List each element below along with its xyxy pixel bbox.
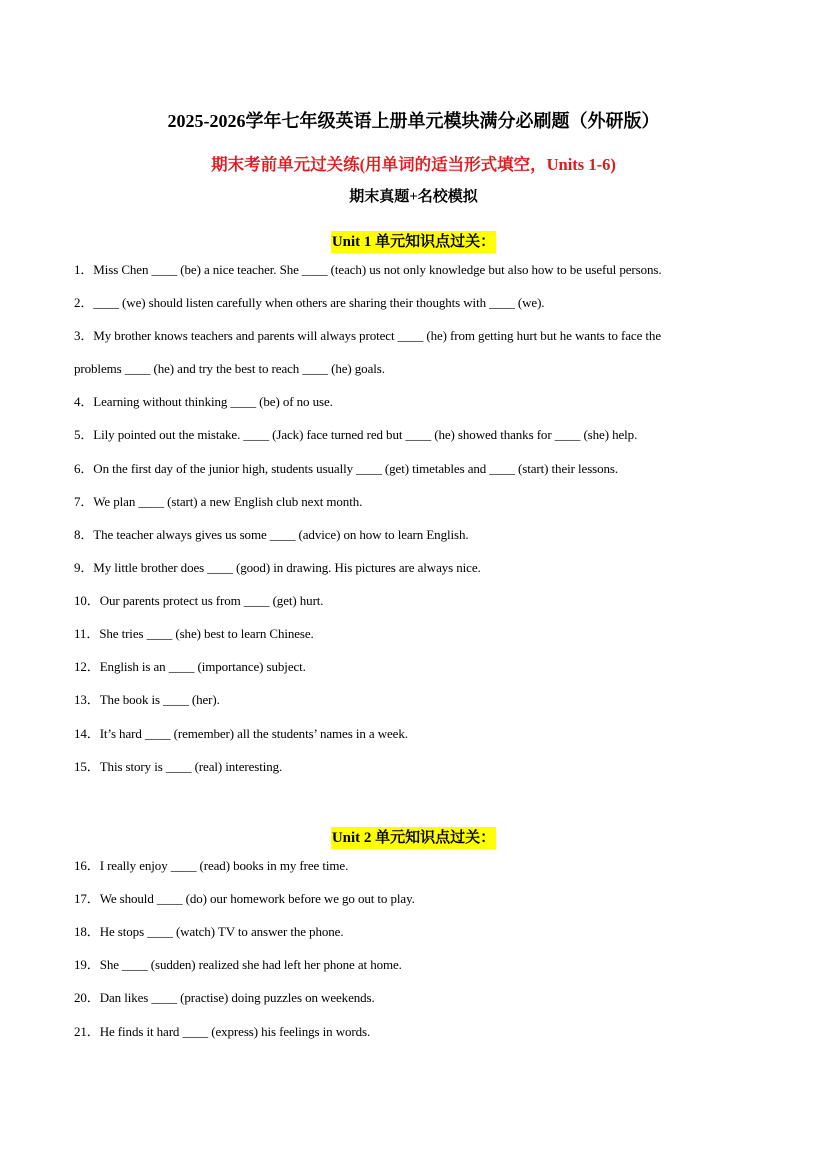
question-line: 20．Dan likes ____ (practise) doing puzzles on weekends.: [74, 990, 375, 1005]
question-line: 7．We plan ____ (start) a new English club next month.: [74, 494, 363, 509]
document-subtitle-secondary: 期末真题+名校模拟: [349, 189, 478, 205]
question-line: 18．He stops ____ (watch) TV to answer the phone.: [74, 924, 344, 939]
unit-2-heading-text: Unit 2 单元知识点过关：: [331, 827, 496, 849]
question-line: 13．The book is ____ (her).: [74, 692, 220, 707]
question-line-continuation: problems ____ (he) and try the best to reach ____ (he) goals.: [74, 361, 385, 376]
question-line: 1．Miss Chen ____ (be) a nice teacher. She ____ (teach) us not only knowledge but also how to be useful persons.: [74, 262, 662, 277]
question-line: 10．Our parents protect us from ____ (get) hurt.: [74, 593, 324, 608]
question-line: 17．We should ____ (do) our homework before we go out to play.: [74, 891, 415, 906]
unit-1-heading: [0, 231, 827, 253]
question-line: 16．I really enjoy ____ (read) books in my free time.: [74, 858, 349, 873]
question-line: 9．My little brother does ____ (good) in drawing. His pictures are always nice.: [74, 560, 481, 575]
document-subtitle: 期末考前单元过关练(用单词的适当形式填空，Units 1-6): [211, 155, 616, 174]
question-line: 19．She ____ (sudden) realized she had left her phone at home.: [74, 957, 402, 972]
unit-1-heading-text: Unit 1 单元知识点过关：: [331, 231, 496, 253]
unit-2-heading: [0, 827, 827, 849]
question-line: 3．My brother knows teachers and parents will always protect ____ (he) from getting hurt but he wants to face the: [74, 328, 661, 343]
question-line: 6．On the first day of the junior high, students usually ____ (get) timetables and ____ (start) their lessons.: [74, 461, 619, 476]
document-title: 2025-2026学年七年级英语上册单元模块满分必刷题（外研版）: [167, 111, 660, 131]
question-line: 15．This story is ____ (real) interesting.: [74, 759, 283, 774]
question-line: 5．Lily pointed out the mistake. ____ (Jack) face turned red but ____ (he) showed thanks for ____ (she) help.: [74, 427, 638, 442]
question-line: 11．She tries ____ (she) best to learn Chinese.: [74, 626, 314, 641]
question-line: 4．Learning without thinking ____ (be) of no use.: [74, 394, 333, 409]
question-line: 21．He finds it hard ____ (express) his feelings in words.: [74, 1024, 371, 1039]
question-line: 12．English is an ____ (importance) subject.: [74, 659, 306, 674]
question-line: 8．The teacher always gives us some ____ (advice) on how to learn English.: [74, 527, 469, 542]
question-line: 14．It’s hard ____ (remember) all the students’ names in a week.: [74, 726, 408, 741]
question-line: 2．____ (we) should listen carefully when others are sharing their thoughts with ____ (we).: [74, 295, 545, 310]
